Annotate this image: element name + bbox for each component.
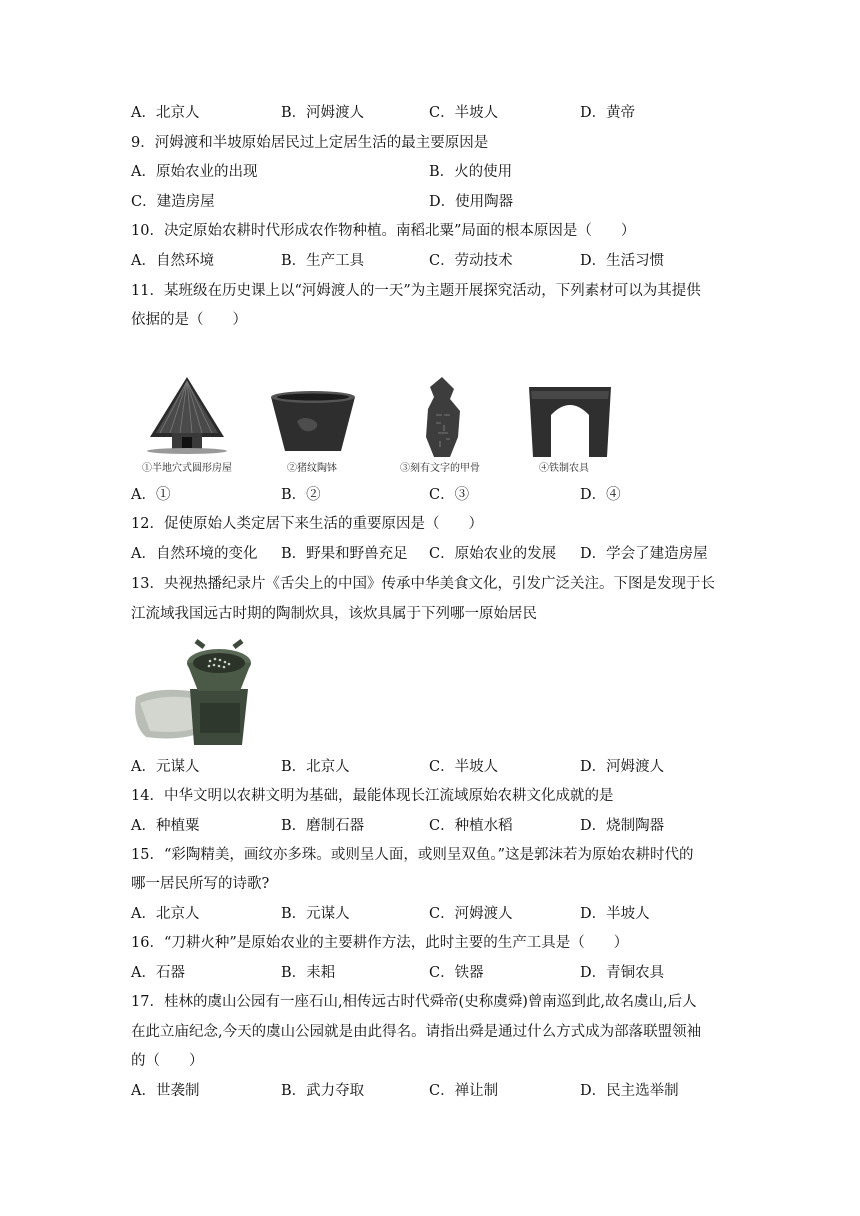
q14-option-d[interactable]: D．烧制陶器 <box>580 818 665 834</box>
q8-option-d[interactable]: D．黄帝 <box>580 105 636 121</box>
q17-stem-line2: 在此立庙纪念,今天的虞山公园就是由此得名。请指出舜是通过什么方式成为部落联盟领袖 <box>131 1024 702 1040</box>
q15-stem-line1: 15．“彩陶精美，画纹亦多珠。或则呈人面，或则呈双鱼。”这是郭沫若为原始农耕时代的 <box>131 847 694 863</box>
semi-subterranean-house-image <box>142 375 232 455</box>
q11-stem-line2: 依据的是（ ） <box>131 312 247 328</box>
q17-option-c[interactable]: C．禅让制 <box>429 1083 499 1099</box>
q17-stem-line1: 17．桂林的虞山公园有一座石山,相传远古时代舜帝(史称虞舜)曾南巡到此,故名虞山,后人 <box>131 994 697 1010</box>
iron-farm-tool-image <box>525 379 615 459</box>
q11-figure-strip <box>130 375 630 475</box>
q16-option-b[interactable]: B．耒耜 <box>281 965 336 981</box>
q11-option-d[interactable]: D．④ <box>580 487 621 503</box>
q16-option-c[interactable]: C．铁器 <box>429 965 484 981</box>
q17-option-d[interactable]: D．民主选举制 <box>580 1083 679 1099</box>
q11-caption-1: ①半地穴式圆形房屋 <box>142 463 232 474</box>
q16-option-d[interactable]: D．青铜农具 <box>580 965 665 981</box>
q10-option-b[interactable]: B．生产工具 <box>281 253 365 269</box>
q10-stem: 10．决定原始农耕时代形成农作物种植。南稻北粟”局面的根本原因是（ ） <box>131 223 636 239</box>
q9-option-b[interactable]: B．火的使用 <box>429 164 513 180</box>
q8-option-b[interactable]: B．河姆渡人 <box>281 105 365 121</box>
q9-option-c[interactable]: C．建造房屋 <box>131 194 215 210</box>
pig-pattern-bowl-image <box>267 387 359 457</box>
q11-option-b[interactable]: B．② <box>281 487 321 503</box>
pottery-cooker-image <box>130 633 275 748</box>
q14-stem: 14．中华文明以农耕文明为基础，最能体现长江流域原始农耕文化成就的是 <box>131 788 614 804</box>
q15-option-b[interactable]: B．元谋人 <box>281 906 350 922</box>
q12-option-d[interactable]: D．学会了建造房屋 <box>580 546 708 562</box>
q14-option-a[interactable]: A．种植粟 <box>131 818 200 834</box>
q17-stem-line3: 的（ ） <box>131 1053 204 1069</box>
q11-option-c[interactable]: C．③ <box>429 487 470 503</box>
q11-caption-2: ②猪纹陶钵 <box>287 463 337 474</box>
q11-stem-line1: 11．某班级在历史课上以“河姆渡人的一天”为主题开展探究活动，下列素材可以为其提供 <box>131 283 701 299</box>
q12-option-c[interactable]: C．原始农业的发展 <box>429 546 557 562</box>
q14-option-b[interactable]: B．磨制石器 <box>281 818 365 834</box>
q10-option-c[interactable]: C．劳动技术 <box>429 253 513 269</box>
q10-option-a[interactable]: A．自然环境 <box>131 253 214 269</box>
q9-stem: 9．河姆渡和半坡原始居民过上定居生活的最主要原因是 <box>131 135 489 151</box>
q9-option-a[interactable]: A．原始农业的出现 <box>131 164 258 180</box>
q13-option-d[interactable]: D．河姆渡人 <box>580 759 665 775</box>
q12-option-a[interactable]: A．自然环境的变化 <box>131 546 258 562</box>
q16-stem: 16．“刀耕火种”是原始农业的主要耕作方法，此时主要的生产工具是（ ） <box>131 935 629 951</box>
q11-option-a[interactable]: A．① <box>131 487 171 503</box>
q17-option-a[interactable]: A．世袭制 <box>131 1083 200 1099</box>
q12-option-b[interactable]: B．野果和野兽充足 <box>281 546 408 562</box>
q15-option-c[interactable]: C．河姆渡人 <box>429 906 513 922</box>
oracle-bone-image <box>420 375 465 459</box>
q13-stem-line1: 13．央视热播纪录片《舌尖上的中国》传承中华美食文化，引发广泛关注。下图是发现于长 <box>131 576 715 592</box>
q15-option-a[interactable]: A．北京人 <box>131 906 200 922</box>
q13-stem-line2: 江流域我国远古时期的陶制炊具，该炊具属于下列哪一原始居民 <box>131 606 537 622</box>
q9-option-d[interactable]: D．使用陶器 <box>429 194 514 210</box>
q13-option-a[interactable]: A．元谋人 <box>131 759 200 775</box>
q13-option-b[interactable]: B．北京人 <box>281 759 350 775</box>
q8-option-a[interactable]: A．北京人 <box>131 105 200 121</box>
q13-option-c[interactable]: C．半坡人 <box>429 759 499 775</box>
q11-caption-3: ③刻有文字的甲骨 <box>400 463 480 474</box>
q11-caption-4: ④铁制农具 <box>539 463 589 474</box>
q15-option-d[interactable]: D．半坡人 <box>580 906 650 922</box>
q14-option-c[interactable]: C．种植水稻 <box>429 818 513 834</box>
q8-option-c[interactable]: C．半坡人 <box>429 105 499 121</box>
q17-option-b[interactable]: B．武力夺取 <box>281 1083 365 1099</box>
q12-stem: 12．促使原始人类定居下来生活的重要原因是（ ） <box>131 516 483 532</box>
q16-option-a[interactable]: A．石器 <box>131 965 185 981</box>
q15-stem-line2: 哪一居民所写的诗歌? <box>131 876 270 892</box>
q10-option-d[interactable]: D．生活习惯 <box>580 253 665 269</box>
